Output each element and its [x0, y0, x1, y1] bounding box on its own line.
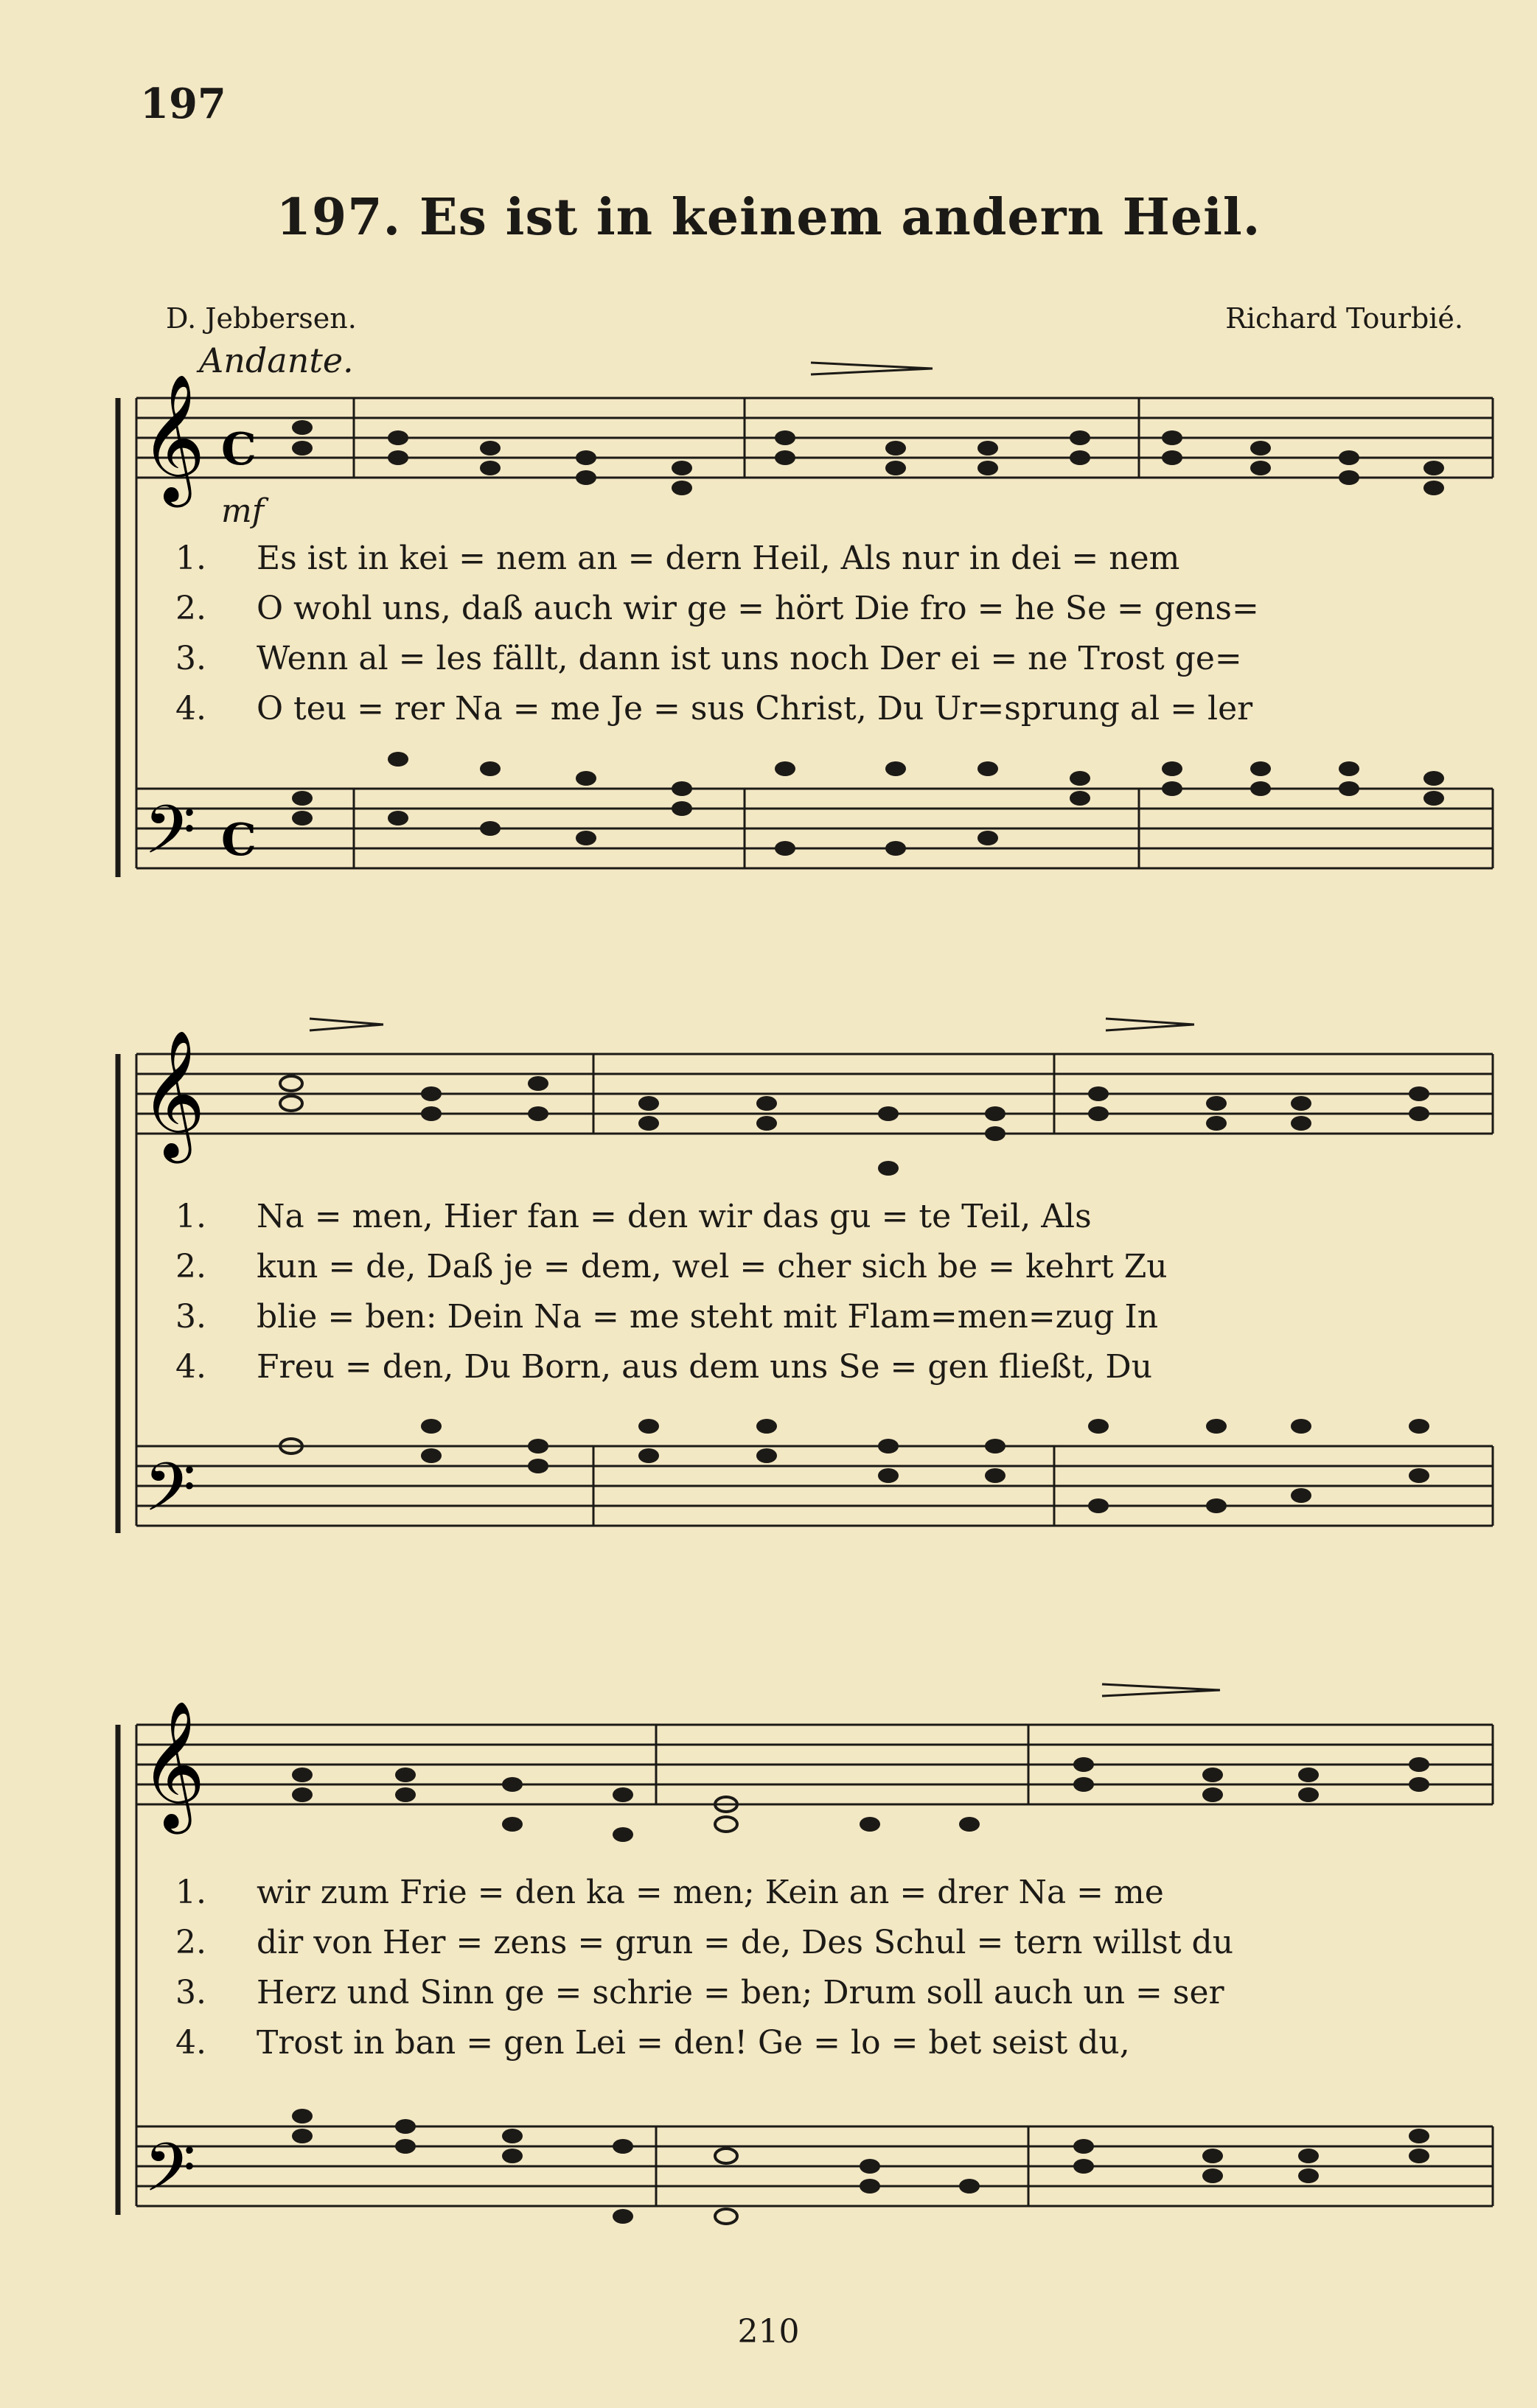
hymn-number-header: 197 [140, 80, 226, 128]
composer-credit: Richard Tourbié. [1225, 302, 1463, 335]
verse-line: 4. O teu = rer Na = me Je = sus Christ, Du Ur=sprung al = ler [175, 690, 1253, 727]
grand-staff-2 [0, 1010, 1537, 1563]
verse-line: 1. Na = men, Hier fan = den wir das gu = te Teil, Als [175, 1198, 1092, 1235]
hymn-title: 197. Es ist in keinem andern Heil. [276, 188, 1261, 247]
verse-line: 4. Freu = den, Du Born, aus dem uns Se = gen fließt, Du [175, 1348, 1153, 1386]
dynamic-marking: mf [221, 492, 265, 530]
svg-text:𝄞: 𝄞 [140, 374, 206, 502]
verse-line: 1. Es ist in kei = nem an = dern Heil, Als nur in dei = nem [175, 540, 1180, 577]
lyricist-credit: D. Jebbersen. [166, 302, 357, 335]
verse-line: 3. Herz und Sinn ge = schrie = ben; Drum soll auch un = ser [175, 1974, 1224, 2011]
svg-text:𝄞: 𝄞 [140, 1700, 206, 1829]
svg-text:C: C [221, 424, 257, 475]
verse-line: 1. wir zum Frie = den ka = men; Kein an = drer Na = me [175, 1874, 1164, 1911]
music-system-2 [0, 1010, 1537, 1563]
svg-text:C: C [221, 814, 257, 866]
verse-line: 2. dir von Her = zens = grun = de, Des Schul = tern willst du [175, 1924, 1234, 1961]
verse-line: 4. Trost in ban = gen Lei = den! Ge = lo = bet seist du, [175, 2024, 1130, 2062]
verse-line: 2. kun = de, Daß je = dem, wel = cher sich be = kehrt Zu [175, 1248, 1168, 1285]
svg-text:𝄢: 𝄢 [144, 1448, 196, 1543]
music-system-3 [0, 1669, 1537, 2244]
svg-text:𝄢: 𝄢 [144, 2129, 196, 2223]
music-system-1 [0, 346, 1537, 899]
tempo-marking: Andante. [199, 341, 354, 380]
verse-line: 3. blie = ben: Dein Na = me steht mit Flam=men=zug In [175, 1298, 1159, 1336]
verse-line: 3. Wenn al = les fällt, dann ist uns noch Der ei = ne Trost ge= [175, 640, 1242, 677]
svg-text:𝄢: 𝄢 [144, 791, 196, 885]
verse-line: 2. O wohl uns, daß auch wir ge = hört Die fro = he Se = gens= [175, 590, 1259, 627]
page-number: 210 [737, 2313, 800, 2351]
svg-text:𝄞: 𝄞 [140, 1030, 206, 1158]
